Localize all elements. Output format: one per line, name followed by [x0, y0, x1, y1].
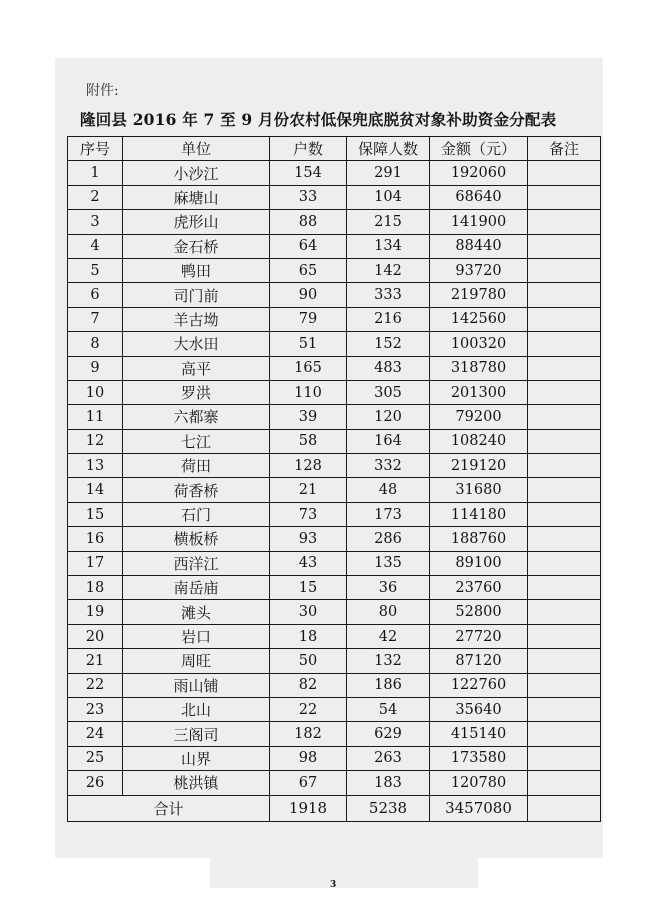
- cell-households: 22: [270, 697, 347, 721]
- cell-households: 165: [270, 356, 347, 380]
- cell-amount: 52800: [430, 600, 528, 624]
- cell-amount: 114180: [430, 502, 528, 526]
- cell-remarks: [528, 405, 601, 429]
- total-persons: 5238: [347, 795, 430, 821]
- cell-unit: 麻塘山: [123, 185, 270, 209]
- cell-unit: 雨山铺: [123, 673, 270, 697]
- header-amount: 金额（元）: [430, 137, 528, 161]
- cell-persons: 216: [347, 307, 430, 331]
- table-row: [68, 307, 601, 331]
- cell-index: 20: [68, 624, 123, 648]
- cell-remarks: [528, 307, 601, 331]
- cell-remarks: [528, 697, 601, 721]
- cell-unit: 周旺: [123, 649, 270, 673]
- cell-remarks: [528, 722, 601, 746]
- cell-persons: 134: [347, 234, 430, 258]
- table-row: [68, 258, 601, 282]
- cell-households: 30: [270, 600, 347, 624]
- page-number: 3: [330, 880, 337, 890]
- cell-households: 110: [270, 380, 347, 404]
- table-header-row: [68, 137, 601, 161]
- cell-index: 17: [68, 551, 123, 575]
- cell-unit: 石门: [123, 502, 270, 526]
- cell-persons: 135: [347, 551, 430, 575]
- table-row: [68, 722, 601, 746]
- cell-index: 18: [68, 576, 123, 600]
- cell-index: 7: [68, 307, 123, 331]
- cell-index: 16: [68, 527, 123, 551]
- cell-persons: 215: [347, 210, 430, 234]
- cell-unit: 司门前: [123, 283, 270, 307]
- cell-households: 51: [270, 332, 347, 356]
- cell-households: 65: [270, 258, 347, 282]
- table-row: [68, 624, 601, 648]
- cell-persons: 164: [347, 429, 430, 453]
- cell-remarks: [528, 502, 601, 526]
- cell-remarks: [528, 356, 601, 380]
- table-row: [68, 673, 601, 697]
- cell-remarks: [528, 551, 601, 575]
- total-note: [528, 795, 601, 821]
- cell-index: 23: [68, 697, 123, 721]
- cell-amount: 27720: [430, 624, 528, 648]
- cell-remarks: [528, 576, 601, 600]
- cell-remarks: [528, 746, 601, 770]
- cell-index: 21: [68, 649, 123, 673]
- cell-remarks: [528, 258, 601, 282]
- cell-index: 11: [68, 405, 123, 429]
- header-persons: 保障人数: [347, 137, 430, 161]
- cell-unit: 小沙江: [123, 161, 270, 185]
- cell-unit: 虎形山: [123, 210, 270, 234]
- cell-unit: 北山: [123, 697, 270, 721]
- cell-persons: 263: [347, 746, 430, 770]
- cell-persons: 80: [347, 600, 430, 624]
- table-body: [68, 161, 601, 795]
- header-households: 户数: [270, 137, 347, 161]
- cell-remarks: [528, 673, 601, 697]
- total-row: [68, 795, 601, 821]
- cell-amount: 108240: [430, 429, 528, 453]
- cell-amount: 79200: [430, 405, 528, 429]
- total-label: 合计: [68, 795, 270, 821]
- cell-unit: 西洋江: [123, 551, 270, 575]
- cell-remarks: [528, 624, 601, 648]
- cell-remarks: [528, 380, 601, 404]
- cell-persons: 142: [347, 258, 430, 282]
- cell-households: 58: [270, 429, 347, 453]
- cell-unit: 滩头: [123, 600, 270, 624]
- cell-unit: 高平: [123, 356, 270, 380]
- cell-unit: 七江: [123, 429, 270, 453]
- cell-index: 12: [68, 429, 123, 453]
- cell-households: 182: [270, 722, 347, 746]
- cell-households: 88: [270, 210, 347, 234]
- cell-amount: 122760: [430, 673, 528, 697]
- cell-amount: 415140: [430, 722, 528, 746]
- cell-unit: 荷田: [123, 454, 270, 478]
- cell-unit: 岩口: [123, 624, 270, 648]
- cell-amount: 219120: [430, 454, 528, 478]
- cell-persons: 186: [347, 673, 430, 697]
- table-row: [68, 405, 601, 429]
- cell-unit: 山界: [123, 746, 270, 770]
- cell-remarks: [528, 600, 601, 624]
- cell-amount: 31680: [430, 478, 528, 502]
- table-row: [68, 771, 601, 795]
- attachment-label: 附件:: [86, 83, 119, 99]
- cell-index: 14: [68, 478, 123, 502]
- cell-unit: 罗洪: [123, 380, 270, 404]
- cell-amount: 188760: [430, 527, 528, 551]
- table-row: [68, 502, 601, 526]
- cell-unit: 横板桥: [123, 527, 270, 551]
- cell-unit: 三阁司: [123, 722, 270, 746]
- cell-persons: 36: [347, 576, 430, 600]
- cell-amount: 93720: [430, 258, 528, 282]
- cell-households: 154: [270, 161, 347, 185]
- table-row: [68, 356, 601, 380]
- cell-households: 128: [270, 454, 347, 478]
- cell-persons: 333: [347, 283, 430, 307]
- cell-unit: 南岳庙: [123, 576, 270, 600]
- cell-persons: 104: [347, 185, 430, 209]
- cell-remarks: [528, 649, 601, 673]
- cell-amount: 89100: [430, 551, 528, 575]
- cell-index: 2: [68, 185, 123, 209]
- cell-households: 50: [270, 649, 347, 673]
- cell-index: 19: [68, 600, 123, 624]
- table-row: [68, 478, 601, 502]
- cell-index: 24: [68, 722, 123, 746]
- table-row: [68, 600, 601, 624]
- cell-remarks: [528, 478, 601, 502]
- cell-persons: 286: [347, 527, 430, 551]
- cell-persons: 173: [347, 502, 430, 526]
- cell-unit: 大水田: [123, 332, 270, 356]
- table-row: [68, 234, 601, 258]
- document-title: 隆回县 2016 年 7 至 9 月份农村低保兜底脱贫对象补助资金分配表: [80, 110, 557, 129]
- cell-households: 82: [270, 673, 347, 697]
- cell-unit: 鸭田: [123, 258, 270, 282]
- cell-amount: 173580: [430, 746, 528, 770]
- cell-persons: 305: [347, 380, 430, 404]
- table-row: [68, 429, 601, 453]
- cell-persons: 120: [347, 405, 430, 429]
- cell-remarks: [528, 332, 601, 356]
- cell-index: 1: [68, 161, 123, 185]
- cell-amount: 141900: [430, 210, 528, 234]
- cell-persons: 132: [347, 649, 430, 673]
- cell-amount: 23760: [430, 576, 528, 600]
- cell-households: 98: [270, 746, 347, 770]
- cell-remarks: [528, 210, 601, 234]
- cell-index: 5: [68, 258, 123, 282]
- table-row: [68, 185, 601, 209]
- scanned-paper-bottom: [210, 858, 478, 888]
- cell-households: 79: [270, 307, 347, 331]
- cell-amount: 120780: [430, 771, 528, 795]
- cell-index: 25: [68, 746, 123, 770]
- cell-index: 3: [68, 210, 123, 234]
- table-row: [68, 551, 601, 575]
- cell-index: 15: [68, 502, 123, 526]
- header-unit: 单位: [123, 137, 270, 161]
- cell-persons: 42: [347, 624, 430, 648]
- total-households: 1918: [270, 795, 347, 821]
- table-row: [68, 283, 601, 307]
- cell-persons: 332: [347, 454, 430, 478]
- table-row: [68, 210, 601, 234]
- cell-amount: 192060: [430, 161, 528, 185]
- cell-persons: 54: [347, 697, 430, 721]
- table-row: [68, 380, 601, 404]
- cell-index: 26: [68, 771, 123, 795]
- cell-households: 93: [270, 527, 347, 551]
- cell-remarks: [528, 429, 601, 453]
- cell-households: 73: [270, 502, 347, 526]
- cell-households: 64: [270, 234, 347, 258]
- cell-households: 39: [270, 405, 347, 429]
- cell-persons: 183: [347, 771, 430, 795]
- cell-remarks: [528, 185, 601, 209]
- cell-index: 4: [68, 234, 123, 258]
- header-index: 序号: [68, 137, 123, 161]
- cell-households: 18: [270, 624, 347, 648]
- table-row: [68, 454, 601, 478]
- table-row: [68, 527, 601, 551]
- cell-index: 8: [68, 332, 123, 356]
- cell-index: 13: [68, 454, 123, 478]
- cell-households: 21: [270, 478, 347, 502]
- cell-remarks: [528, 527, 601, 551]
- cell-unit: 六都寨: [123, 405, 270, 429]
- cell-amount: 219780: [430, 283, 528, 307]
- table-row: [68, 161, 601, 185]
- cell-index: 9: [68, 356, 123, 380]
- cell-amount: 35640: [430, 697, 528, 721]
- cell-amount: 201300: [430, 380, 528, 404]
- cell-unit: 金石桥: [123, 234, 270, 258]
- cell-remarks: [528, 283, 601, 307]
- cell-households: 33: [270, 185, 347, 209]
- cell-unit: 羊古坳: [123, 307, 270, 331]
- table-row: [68, 332, 601, 356]
- cell-amount: 318780: [430, 356, 528, 380]
- cell-remarks: [528, 454, 601, 478]
- cell-unit: 荷香桥: [123, 478, 270, 502]
- cell-amount: 100320: [430, 332, 528, 356]
- cell-amount: 142560: [430, 307, 528, 331]
- cell-amount: 68640: [430, 185, 528, 209]
- cell-remarks: [528, 161, 601, 185]
- cell-unit: 桃洪镇: [123, 771, 270, 795]
- cell-persons: 483: [347, 356, 430, 380]
- cell-persons: 48: [347, 478, 430, 502]
- cell-index: 6: [68, 283, 123, 307]
- cell-index: 10: [68, 380, 123, 404]
- allocation-table: [67, 136, 601, 822]
- table-row: [68, 649, 601, 673]
- table-row: [68, 746, 601, 770]
- cell-households: 90: [270, 283, 347, 307]
- cell-persons: 291: [347, 161, 430, 185]
- cell-households: 15: [270, 576, 347, 600]
- cell-remarks: [528, 234, 601, 258]
- total-amount: 3457080: [430, 795, 528, 821]
- cell-index: 22: [68, 673, 123, 697]
- cell-households: 67: [270, 771, 347, 795]
- table-row: [68, 576, 601, 600]
- cell-amount: 87120: [430, 649, 528, 673]
- cell-households: 43: [270, 551, 347, 575]
- table-row: [68, 697, 601, 721]
- cell-persons: 629: [347, 722, 430, 746]
- cell-amount: 88440: [430, 234, 528, 258]
- header-remarks: 备注: [528, 137, 601, 161]
- cell-persons: 152: [347, 332, 430, 356]
- cell-remarks: [528, 771, 601, 795]
